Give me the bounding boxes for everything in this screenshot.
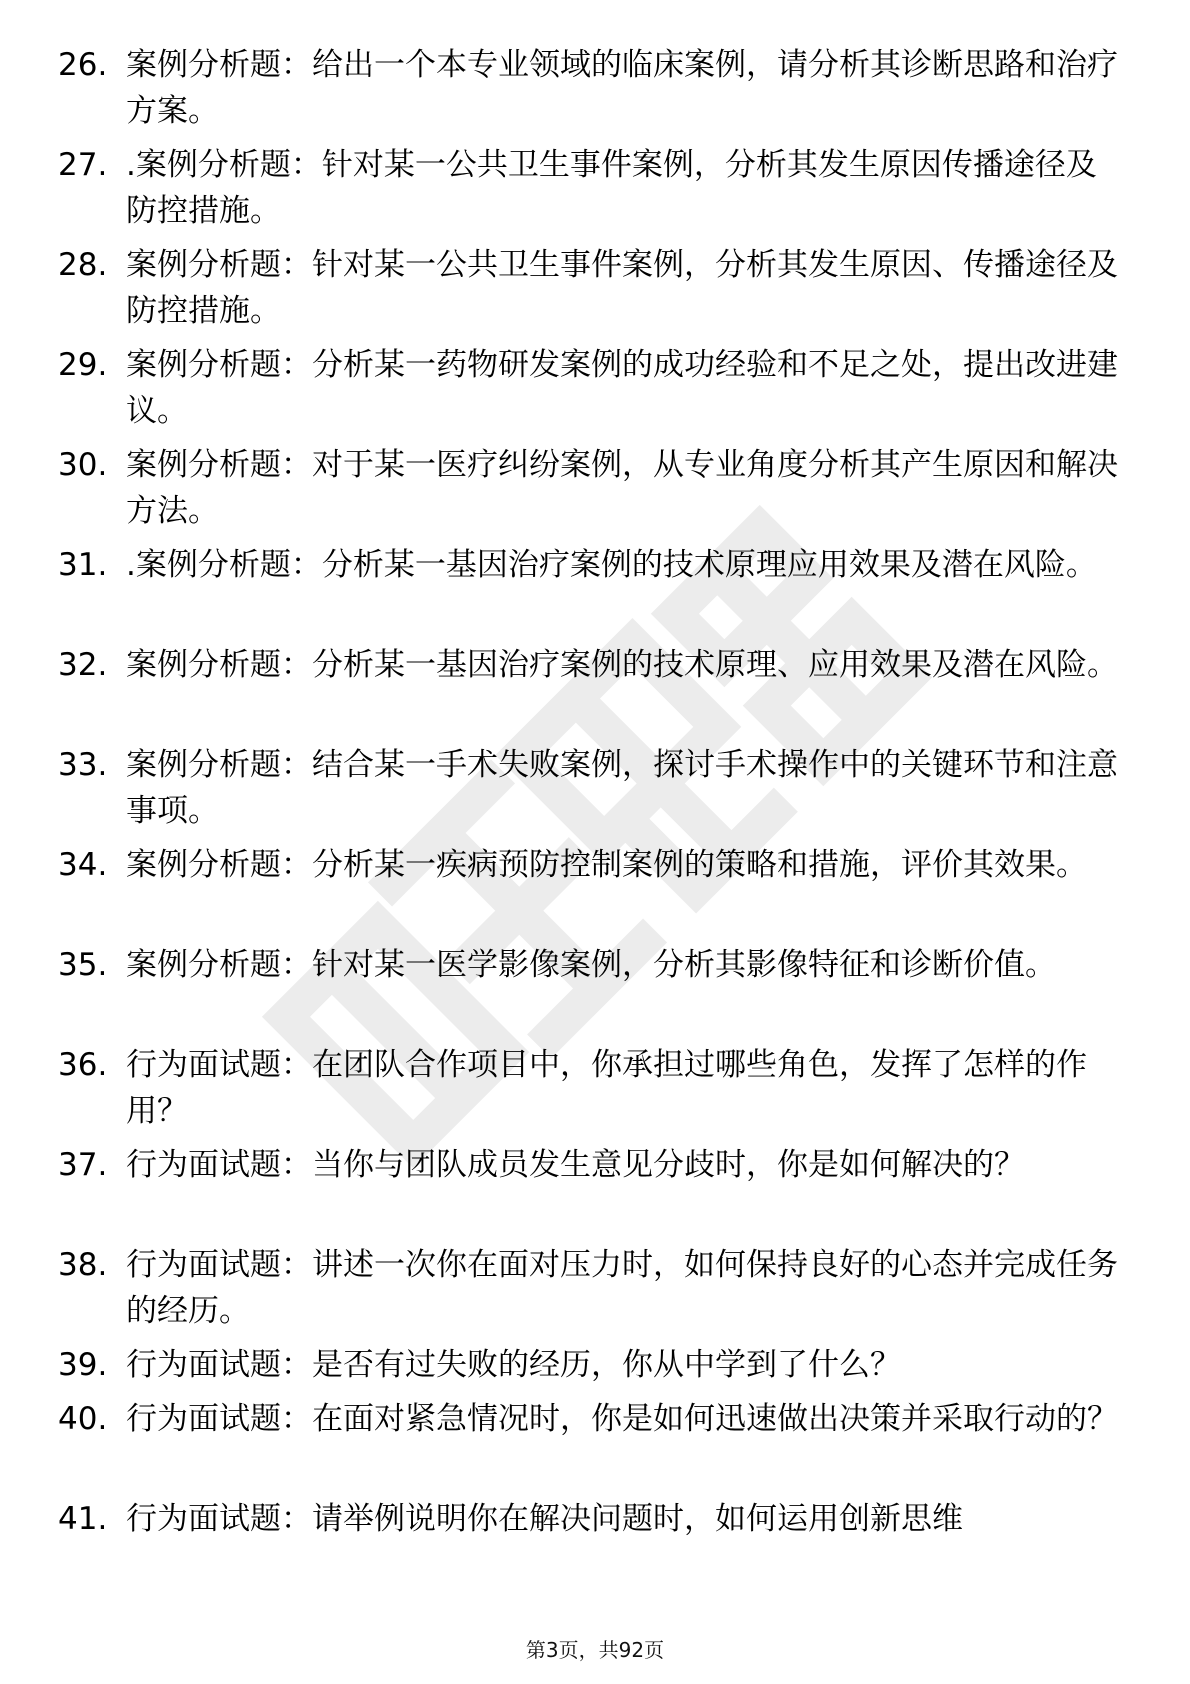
question-text: 案例分析题：给出一个本专业领域的临床案例，请分析其诊断思路和治疗方案。 — [126, 47, 1118, 129]
question-text: 行为面试题：请举例说明你在解决问题时，如何运用创新思维 — [126, 1501, 963, 1537]
question-number: 33. — [58, 747, 108, 783]
question-item-38 — [0, 1242, 1190, 1342]
question-item-26 — [0, 42, 1190, 142]
question-item-39 — [0, 1342, 1190, 1396]
question-item-37 — [0, 1142, 1190, 1242]
question-number: 36. — [58, 1047, 108, 1083]
question-item-28 — [0, 242, 1190, 342]
question-number: 27. — [58, 147, 108, 183]
page-footer: 第3页，共92页 — [525, 1638, 665, 1662]
question-text: 行为面试题：讲述一次你在面对压力时，如何保持良好的心态并完成任务的经历。 — [126, 1247, 1118, 1329]
question-item-40 — [0, 1396, 1190, 1496]
question-number: 35. — [58, 947, 108, 983]
question-item-34 — [0, 842, 1190, 942]
question-number: 32. — [58, 647, 108, 683]
question-item-35 — [0, 942, 1190, 1042]
question-item-30 — [0, 442, 1190, 542]
question-number: 39. — [58, 1347, 108, 1383]
question-number: 30. — [58, 447, 108, 483]
question-text: 案例分析题：针对某一公共卫生事件案例，分析其发生原因、传播途径及防控措施。 — [126, 247, 1118, 329]
question-number: 34. — [58, 847, 108, 883]
question-item-41 — [0, 1496, 1190, 1550]
question-text: 案例分析题：分析某一疾病预防控制案例的策略和措施，评价其效果。 — [126, 847, 1087, 883]
question-text: 案例分析题：分析某一药物研发案例的成功经验和不足之处，提出改进建议。 — [126, 347, 1118, 429]
question-number: 28. — [58, 247, 108, 283]
question-text: 行为面试题：是否有过失败的经历，你从中学到了什么？ — [126, 1347, 901, 1383]
question-text: 行为面试题：当你与团队成员发生意见分歧时，你是如何解决的？ — [126, 1147, 1025, 1183]
question-number: 40. — [58, 1401, 108, 1437]
question-text: .案例分析题：针对某一公共卫生事件案例，分析其发生原因传播途径及防控措施。 — [126, 147, 1097, 229]
question-number: 29. — [58, 347, 108, 383]
question-item-33 — [0, 742, 1190, 842]
question-number: 31. — [58, 547, 108, 583]
question-item-36 — [0, 1042, 1190, 1142]
question-item-32 — [0, 642, 1190, 742]
question-number: 26. — [58, 47, 108, 83]
question-text: 案例分析题：对于某一医疗纠纷案例，从专业角度分析其产生原因和解决方法。 — [126, 447, 1118, 529]
question-text: 案例分析题：结合某一手术失败案例，探讨手术操作中的关键环节和注意事项。 — [126, 747, 1118, 829]
question-item-29 — [0, 342, 1190, 442]
question-item-31 — [0, 542, 1190, 642]
question-item-27 — [0, 142, 1190, 242]
question-number: 37. — [58, 1147, 108, 1183]
question-text: .案例分析题：分析某一基因治疗案例的技术原理应用效果及潜在风险。 — [126, 547, 1097, 583]
question-text: 案例分析题：分析某一基因治疗案例的技术原理、应用效果及潜在风险。 — [126, 647, 1118, 683]
question-text: 行为面试题：在面对紧急情况时，你是如何迅速做出决策并采取行动的？ — [126, 1401, 1118, 1437]
question-text: 案例分析题：针对某一医学影像案例，分析其影像特征和诊断价值。 — [126, 947, 1056, 983]
question-number: 38. — [58, 1247, 108, 1283]
question-number: 41. — [58, 1501, 108, 1537]
question-text: 行为面试题：在团队合作项目中，你承担过哪些角色，发挥了怎样的作用？ — [126, 1047, 1087, 1129]
question-list — [0, 42, 1190, 1550]
